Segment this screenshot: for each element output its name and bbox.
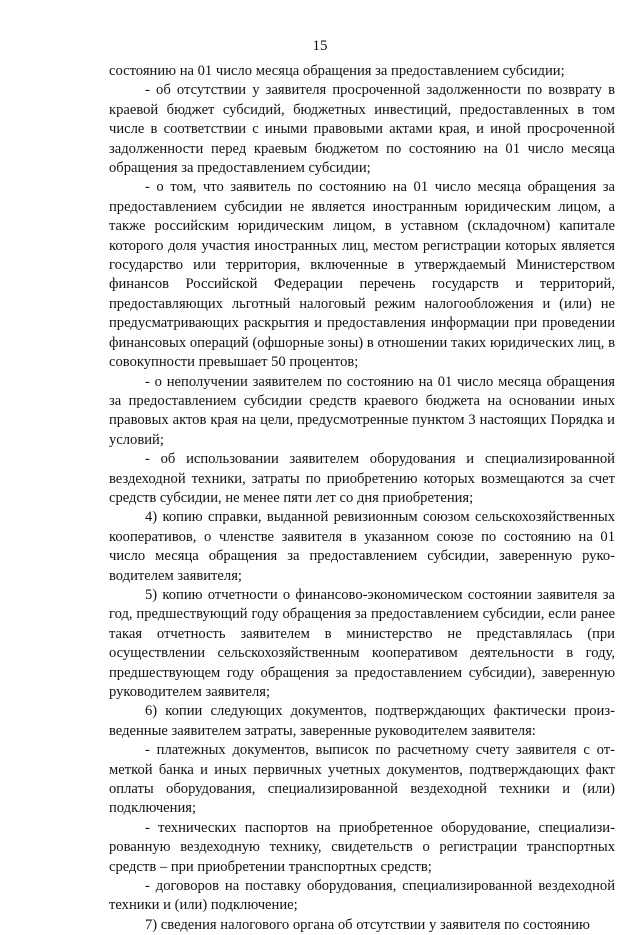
paragraph: - договоров на поставку оборудования, специализированной вездеходной техники и (или) подключение; bbox=[109, 878, 615, 914]
document-body bbox=[109, 62, 615, 935]
paragraph: - платежных документов, выписок по расчетному счету заявителя с отметкой банка и иных первичных учетных документов, подтверждающих факт оплаты оборудования, специализированной вездеходной техники и (или) подключения; bbox=[109, 742, 615, 817]
paragraph: - об отсутствии у заявителя просроченной задолженности по возврату в краевой бюджет субсидий, бюджетных инвестиций, предоставленных в том числе в соответствии с иными правовыми актами края, и иной просроченной задолженности перед краевым бюджетом по состоянию на 01 число месяца обращения за предоставлением субсидии; bbox=[109, 82, 615, 177]
paragraph: - о неполучении заявителем по состоянию на 01 число месяца обращения за предоставлением субсидии средств краевого бюджета на основании иных правовых актов края на цели, предусмотренные пунктом 3 настоящих Порядка и условий; bbox=[109, 373, 615, 448]
page-number: 15 bbox=[312, 38, 328, 54]
paragraph: 7) сведения налогового органа об отсутствии у заявителя по состоянию bbox=[145, 916, 590, 933]
paragraph: 6) копии следующих документов, подтверждающих фактически произведенные заявителем затраты, заверенные руководителем заявителя: bbox=[109, 703, 615, 739]
paragraph: 5) копию отчетности о финансово-экономическом состоянии заявителя за год, предшествующий году обращения за предоставлением субсидии, если ранее такая отчетность заявителем в министерство не представлялась (при осуществлении сельскохозяйственным кооперативом деятельности в году, предшествующем году обращения за предоставлением субсидии), заверенную руководителем заявителя; bbox=[109, 586, 615, 700]
paragraph: - технических паспортов на приобретенное оборудование, специализированную вездеходную технику, свидетельств о регистрации транспортных средств – при приобретении транспортных средств; bbox=[109, 819, 615, 875]
paragraph: - об использовании заявителем оборудования и специализированной вездеходной техники, затраты по приобретению которых возмещаются за счет средств субсидии, не менее пяти лет со дня приобретения; bbox=[109, 451, 615, 506]
paragraph: - о том, что заявитель по состоянию на 01 число месяца обращения за предоставлением субсидии не является иностранным юридическим лицом, а также российским юридическим лицом, в уставном (складочном) капитале которого доля участия иностранных лиц, местом регистрации которых является государство или территория, включенные в утверждаемый Министерством финансов Российской Федерации перечень государств и территорий, предоставляющих льготный налоговый режим налогообложения и (или) не предусматривающих раскрытия и предоставления информации при проведении финансовых операций (офшорные зоны) в отношении таких юридических лиц, в совокупности превышает 50 процентов; bbox=[109, 179, 615, 371]
paragraph: 4) копию справки, выданной ревизионным союзом сельскохозяйственных кооперативов, о членстве заявителя в указанном союзе по состоянию на 01 число месяца обращения за предоставлением субсидии, заверенную руководителем заявителя; bbox=[109, 509, 615, 584]
paragraph: состоянию на 01 число месяца обращения за предоставлением субсидии; bbox=[109, 63, 565, 79]
